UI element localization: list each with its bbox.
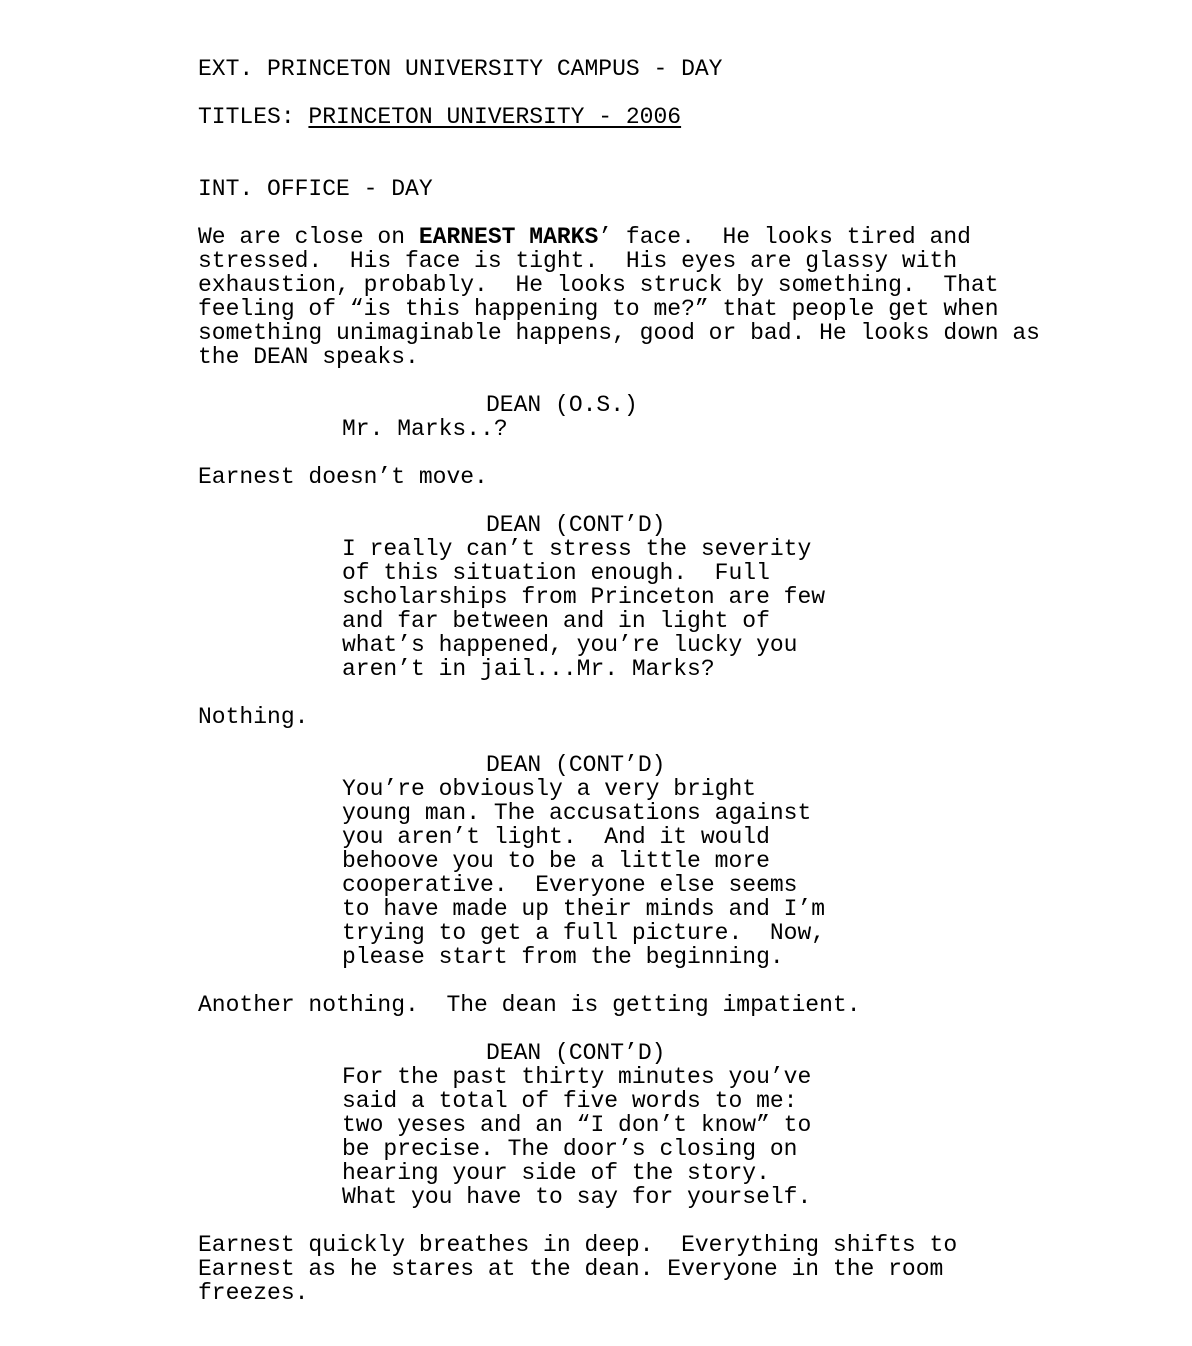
titles-line xyxy=(198,105,681,129)
dialogue-line: hearing your side of the story. xyxy=(342,1160,770,1186)
dialogue-block xyxy=(342,417,508,441)
character-cue: DEAN (O.S.) xyxy=(486,392,638,418)
scene-heading-interior: INT. OFFICE - DAY xyxy=(198,176,433,202)
scene-heading-exterior: EXT. PRINCETON UNIVERSITY CAMPUS - DAY xyxy=(198,56,723,82)
character-cue: DEAN (CONT’D) xyxy=(486,512,666,538)
dialogue-line: two yeses and an “I don’t know” to xyxy=(342,1112,812,1138)
action-line: stressed. His face is tight. His eyes are glassy with xyxy=(198,248,958,274)
dialogue-line: please start from the beginning. xyxy=(342,944,784,970)
action-text: We are close on xyxy=(198,224,419,250)
action-line: the DEAN speaks. xyxy=(198,344,419,370)
dialogue-line: you aren’t light. And it would xyxy=(342,824,770,850)
dialogue-line: Mr. Marks..? xyxy=(342,416,508,442)
action-line: exhaustion, probably. He looks struck by something. That xyxy=(198,272,999,298)
dialogue-line: of this situation enough. Full xyxy=(342,560,770,586)
dialogue-line: I really can’t stress the severity xyxy=(342,536,812,562)
dialogue-line: said a total of five words to me: xyxy=(342,1088,798,1114)
dialogue-line: behoove you to be a little more xyxy=(342,848,770,874)
action-text: ’ face. He looks tired and xyxy=(598,224,971,250)
action-paragraph-intro xyxy=(198,225,1040,369)
dialogue-block xyxy=(342,1065,811,1209)
action-paragraph-closing xyxy=(198,1233,957,1305)
action-paragraph: Earnest doesn’t move. xyxy=(198,464,488,490)
dialogue-line: cooperative. Everyone else seems xyxy=(342,872,798,898)
dialogue-line: young man. The accusations against xyxy=(342,800,812,826)
character-cue: DEAN (CONT’D) xyxy=(486,752,666,778)
character-cue: DEAN (CONT’D) xyxy=(486,1040,666,1066)
action-line: freezes. xyxy=(198,1280,309,1306)
dialogue-line: scholarships from Princeton are few xyxy=(342,584,826,610)
action-line: Earnest as he stares at the dean. Everyone in the room xyxy=(198,1256,944,1282)
action-line: feeling of “is this happening to me?” that people get when xyxy=(198,296,999,322)
dialogue-line: be precise. The door’s closing on xyxy=(342,1136,798,1162)
dialogue-block xyxy=(342,537,825,681)
dialogue-block xyxy=(342,777,825,969)
dialogue-line: For the past thirty minutes you’ve xyxy=(342,1064,812,1090)
dialogue-line: to have made up their minds and I’m xyxy=(342,896,826,922)
character-introduction: EARNEST MARKS xyxy=(418,224,599,250)
dialogue-line: what’s happened, you’re lucky you xyxy=(342,632,798,658)
dialogue-line: You’re obviously a very bright xyxy=(342,776,757,802)
dialogue-line: aren’t in jail...Mr. Marks? xyxy=(342,656,715,682)
action-paragraph: Nothing. xyxy=(198,704,309,730)
dialogue-line: What you have to say for yourself. xyxy=(342,1184,812,1210)
titles-text: PRINCETON UNIVERSITY - 2006 xyxy=(308,104,682,130)
action-line: Earnest quickly breathes in deep. Everything shifts to xyxy=(198,1232,958,1258)
dialogue-line: trying to get a full picture. Now, xyxy=(342,920,826,946)
action-line: something unimaginable happens, good or bad. He looks down as xyxy=(198,320,1040,346)
dialogue-line: and far between and in light of xyxy=(342,608,770,634)
titles-label: TITLES: xyxy=(198,104,309,130)
action-paragraph: Another nothing. The dean is getting impatient. xyxy=(198,992,861,1018)
